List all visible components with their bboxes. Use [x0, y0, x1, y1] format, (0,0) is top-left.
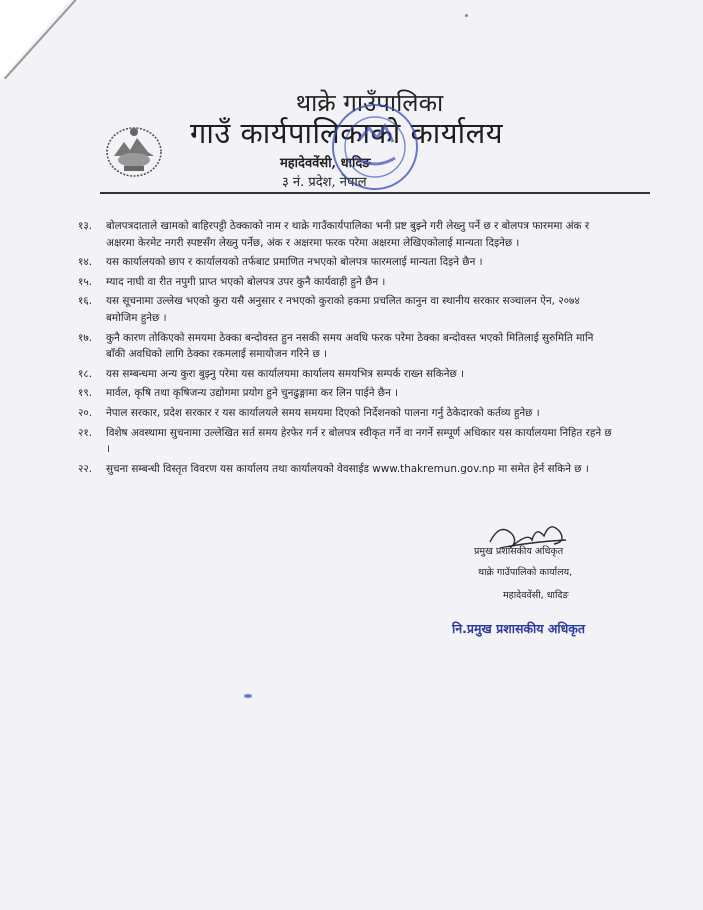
item-text: यस सम्बन्धमा अन्य कुरा बुझ्नु परेमा यस कार्यालयमा कार्यालय समयभित्र सम्पर्क राख्न सकिनेछ । [106, 367, 464, 380]
office-address: महादेववेंसी, धादिङ [280, 156, 371, 171]
list-item [78, 218, 614, 251]
item-number: १५. [78, 275, 93, 288]
item-number: २१. [78, 426, 93, 439]
item-number: २०. [78, 406, 93, 419]
item-text: नेपाल सरकार, प्रदेश सरकार र यस कार्यालयले समय समयमा दिएको निर्देशनको पालना गर्नु ठेकेदारको कर्तव्य हुनेछ । [106, 406, 540, 419]
office-stamp-icon [325, 100, 425, 194]
item-number: १६. [78, 295, 93, 308]
item-number: १९. [78, 387, 93, 400]
list-item [78, 461, 614, 478]
item-text: बोलपत्रदाताले खामको बाहिरपट्टी ठेक्काको नाम र थाक्रे गाउँकार्यपालिका भनी प्रष्ट बुझ्ने गरी लेख्नु पर्ने छ र बोलपत्र फारममा अंक र अक्षरमा केरमेट नगरी स्पष्टसँग लेख्नु पर्नेछ, अंक र अक्षरमा फरक परेमा अक्षरमा लेखिएकोलाई मान्यता दिइनेछ । [106, 220, 590, 249]
list-item [78, 293, 614, 326]
ink-speck [244, 694, 252, 698]
signatory-title: प्रमुख प्रशासकीय अधिकृत [474, 546, 564, 557]
official-seal-text: नि.प्रमुख प्रशासकीय अधिकृत [452, 621, 586, 636]
item-number: १३. [78, 220, 93, 232]
office-title: गाउँ कार्यपालिकाको कार्यालय [190, 116, 504, 150]
list-item [78, 254, 614, 271]
ink-speck [465, 14, 468, 17]
item-text: यस कार्यालयको छाप र कार्यालयको तर्फबाट प्रमाणित नभएको बोलपत्र फारमलाई मान्यता दिइने छैन । [106, 256, 483, 269]
header-divider [100, 192, 650, 194]
nepal-emblem-icon [104, 122, 164, 178]
item-text: विशेष अवस्थामा सुचनामा उल्लेखित सर्त समय हेरफेर गर्न र बोलपत्र स्वीकृत गर्ने वा नगर्ने सम्पूर्ण अधिकार यस कार्यालयमा निहित रहने छ । [106, 426, 612, 456]
list-item [78, 330, 614, 363]
province-line: ३ नं. प्रदेश, नेपाल [282, 175, 367, 190]
list-item [78, 405, 614, 422]
folded-corner [0, 0, 70, 80]
item-number: १४. [78, 256, 93, 269]
item-number: १७. [78, 331, 93, 344]
item-number: २२. [78, 462, 93, 475]
signatory-office: थाक्रे गाउँपालिको कार्यालय, [478, 567, 573, 578]
list-item [78, 425, 614, 458]
list-item [78, 366, 614, 383]
item-text: यस सूचनामा उल्लेख भएको कुरा यसै अनुसार र नभएको कुराको हकमा प्रचलित कानुन वा स्थानीय सरकार सञ्चालन ऐन, २०७४ बमोजिम हुनेछ । [106, 295, 580, 324]
municipality-name: थाक्रे गाउँपालिका [295, 89, 444, 117]
list-item [78, 274, 614, 291]
item-text: कुनै कारण तोकिएको समयमा ठेक्का बन्दोवस्त हुन नसकी समय अवधि फरक परेमा ठेक्का बन्दोवस्त भएको मितिलाई सुरुमिति मानि बाँकी अवधिको लागि ठेक्का रकमलाई समायोजन गरिने छ । [106, 331, 594, 361]
signatory-place: महादेववेंसी, धादिङ [503, 590, 569, 601]
item-number: १८. [78, 367, 93, 380]
notice-body [78, 218, 614, 480]
item-text: मार्वल, कृषि तथा कृषिजन्य उद्योगमा प्रयोग हुने चुनढुङ्गामा कर लिन पाईने छैन । [106, 387, 399, 400]
item-text: म्याद नाघी वा रीत नपुगी प्राप्त भएको बोलपत्र उपर कुनै कार्यवाही हुने छैन । [106, 275, 386, 288]
item-text: सुचना सम्बन्धी विस्तृत विवरण यस कार्यालय तथा कार्यालयको वेवसाईड www.thakremun.gov.np मा समेत हेर्न सकिने छ । [106, 462, 589, 475]
list-item [78, 385, 614, 402]
